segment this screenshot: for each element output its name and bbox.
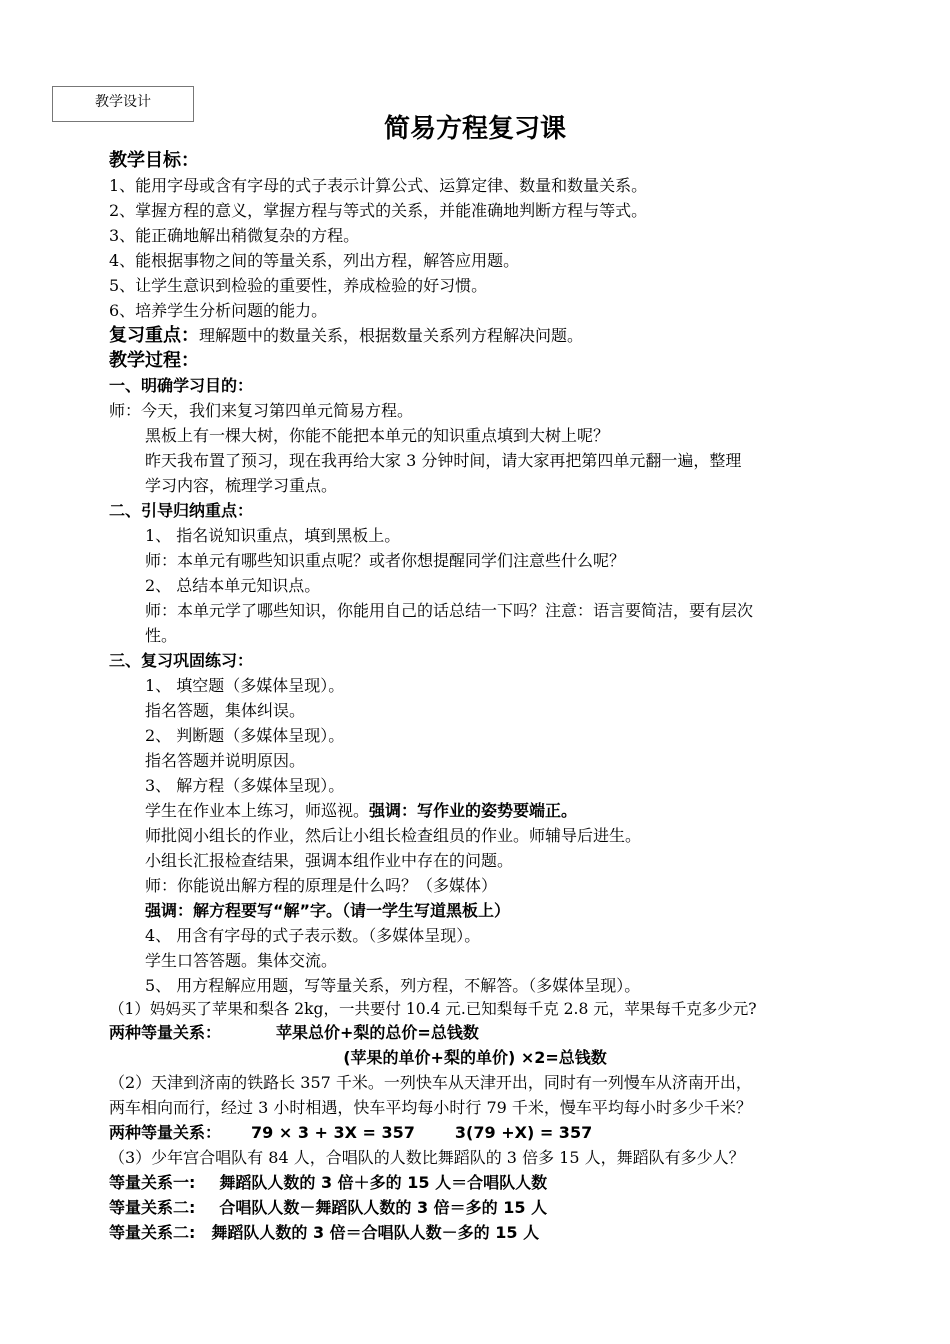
section1-line: 师：今天，我们来复习第四单元简易方程。 bbox=[109, 401, 414, 420]
objectives-heading: 教学目标： bbox=[109, 150, 199, 171]
equation-1: 79 × 3 + 3X = 357 bbox=[251, 1123, 415, 1142]
problem-3-relation bbox=[109, 1197, 547, 1219]
problem-1-relations bbox=[109, 1022, 479, 1044]
section2-line: 师：本单元学了哪些知识，你能用自己的话总结一下吗？注意：语言要简洁，要有层次 bbox=[145, 601, 754, 620]
section2-line: 性。 bbox=[145, 626, 178, 645]
problem-3-relation bbox=[109, 1222, 539, 1244]
relation-label: 两种等量关系： bbox=[109, 1123, 222, 1142]
emphasis-posture: 强调：写作业的姿势要端正。 bbox=[369, 801, 578, 820]
relation-label: 等量关系二: bbox=[109, 1223, 196, 1242]
section3-line: 师：你能说出解方程的原理是什么吗？（多媒体） bbox=[145, 876, 498, 895]
objective-item: 3、能正确地解出稍微复杂的方程。 bbox=[109, 226, 360, 245]
problem-2-relations bbox=[109, 1122, 592, 1144]
emphasis-solve: 强调：解方程要写“解”字。（请一学生写道黑板上） bbox=[145, 901, 511, 920]
section3-line: 指名答题，集体纠误。 bbox=[145, 701, 306, 720]
key-points-line bbox=[109, 325, 583, 347]
relation-label: 两种等量关系： bbox=[109, 1023, 222, 1042]
problem-2-line: （2）天津到济南的铁路长 357 千米。一列快车从天津开出，同时有一列慢车从济南开出， bbox=[109, 1073, 752, 1092]
relation-label: 等量关系二: bbox=[109, 1198, 196, 1217]
section1-line: 学习内容，梳理学习重点。 bbox=[145, 476, 338, 495]
problem-1: （1）妈妈买了苹果和梨各 2kg，一共要付 10.4 元.已知梨每千克 2.8 元，苹果每千克多少元? bbox=[109, 1000, 757, 1018]
objective-item: 1、能用字母或含有字母的式子表示计算公式、运算定律、数量和数量关系。 bbox=[109, 176, 648, 195]
section3-line: 小组长汇报检查结果，强调本组作业中存在的问题。 bbox=[145, 851, 514, 870]
section1-line: 黑板上有一棵大树，你能不能把本单元的知识重点填到大树上呢？ bbox=[145, 426, 610, 445]
section2-line: 2、 总结本单元知识点。 bbox=[145, 576, 321, 595]
relation-1: 苹果总价+梨的总价=总钱数 bbox=[276, 1023, 479, 1042]
objective-item: 4、能根据事物之间的等量关系，列出方程，解答应用题。 bbox=[109, 251, 520, 270]
section3-line bbox=[145, 800, 577, 822]
section3-line: 3、 解方程（多媒体呈现）。 bbox=[145, 776, 345, 795]
problem-3: （3）少年宫合唱队有 84 人，合唱队的人数比舞蹈队的 3 倍多 15 人，舞蹈队有多少人？ bbox=[109, 1148, 745, 1167]
page-title: 简易方程复习课 bbox=[383, 114, 566, 144]
relation-text: 合唱队人数－舞蹈队人数的 3 倍＝多的 15 人 bbox=[219, 1198, 548, 1217]
section3-line: 1、 填空题（多媒体呈现）。 bbox=[145, 676, 345, 695]
document-type-label: 教学设计 bbox=[95, 94, 151, 110]
practice-note: 学生在作业本上练习，师巡视。 bbox=[145, 801, 370, 820]
relation-text: 舞蹈队人数的 3 倍＝合唱队人数－多的 15 人 bbox=[211, 1223, 540, 1242]
process-heading: 教学过程： bbox=[109, 350, 199, 371]
objective-item: 6、培养学生分析问题的能力。 bbox=[109, 301, 328, 320]
equation-2: 3(79 +X) = 357 bbox=[454, 1123, 593, 1142]
section3-heading: 三、复习巩固练习： bbox=[109, 651, 254, 670]
relation-text: 舞蹈队人数的 3 倍＋多的 15 人＝合唱队人数 bbox=[219, 1173, 548, 1192]
objective-item: 2、掌握方程的意义，掌握方程与等式的关系，并能准确地判断方程与等式。 bbox=[109, 201, 648, 220]
section3-line: 师批阅小组长的作业，然后让小组长检查组员的作业。师辅导后进生。 bbox=[145, 826, 642, 845]
section1-line: 昨天我布置了预习，现在我再给大家 3 分钟时间，请大家再把第四单元翻一遍，整理 bbox=[145, 451, 742, 470]
section3-line: 学生口答答题。集体交流。 bbox=[145, 951, 338, 970]
relation-label: 等量关系一: bbox=[109, 1173, 196, 1192]
section3-line: 4、 用含有字母的式子表示数。（多媒体呈现）。 bbox=[145, 926, 481, 945]
section2-heading: 二、引导归纳重点： bbox=[109, 501, 254, 520]
objective-item: 5、让学生意识到检验的重要性，养成检验的好习惯。 bbox=[109, 276, 488, 295]
section3-line: 2、 判断题（多媒体呈现）。 bbox=[145, 726, 345, 745]
section3-line: 5、 用方程解应用题，写等量关系，列方程，不解答。（多媒体呈现）。 bbox=[145, 976, 641, 995]
section3-line: 指名答题并说明原因。 bbox=[145, 751, 306, 770]
key-points-heading: 复习重点： bbox=[109, 325, 199, 346]
section2-line: 师：本单元有哪些知识重点呢？或者你想提醒同学们注意些什么呢？ bbox=[145, 551, 626, 570]
problem-2-line: 两车相向而行，经过 3 小时相遇，快车平均每小时行 79 千米，慢车平均每小时多少千米？ bbox=[109, 1098, 752, 1117]
section2-line: 1、 指名说知识重点，填到黑板上。 bbox=[145, 526, 401, 545]
problem-3-relation bbox=[109, 1172, 547, 1194]
section1-heading: 一、明确学习目的： bbox=[109, 376, 254, 395]
key-points-text: 理解题中的数量关系，根据数量关系列方程解决问题。 bbox=[199, 326, 584, 345]
relation-2: (苹果的单价+梨的单价) ×2=总钱数 bbox=[343, 1048, 607, 1067]
